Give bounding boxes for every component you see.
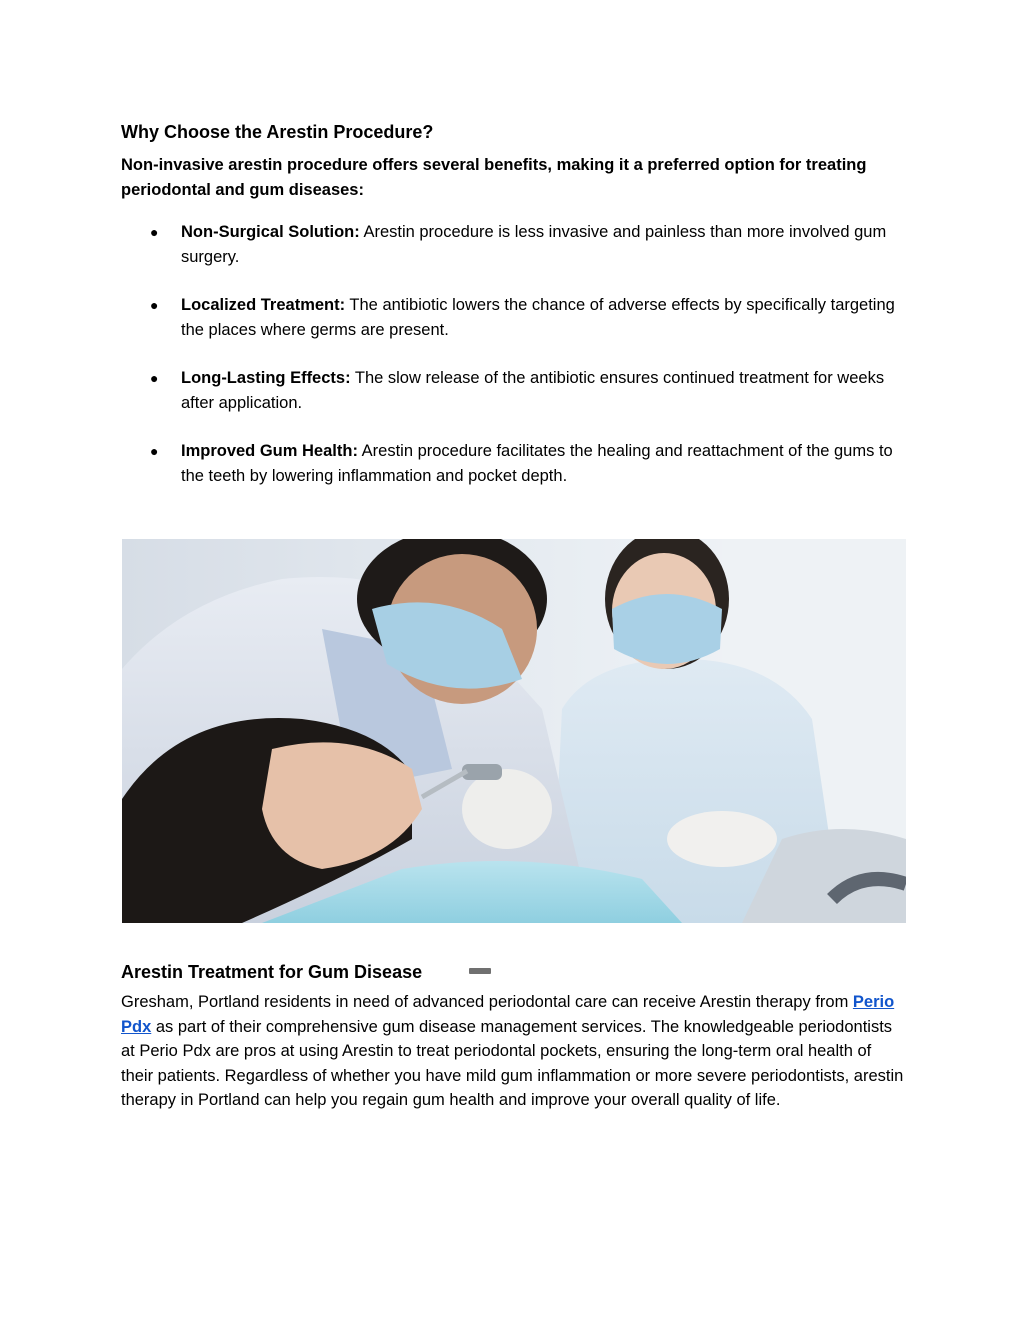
bullet-title: Localized Treatment: (181, 296, 346, 314)
paragraph-text-end: as part of their comprehensive gum disease management services. The knowledgeable periodontists at Perio Pdx are pros at using Arestin to treat periodontal pockets, ensuring the long-term oral health of their patients. Regardless of whether you have mild gum inflammation or more severe periodontists, arestin therapy in Portland can help you regain gum health and improve your overall quality of life. (121, 1017, 904, 1109)
bullet-title: Long-Lasting Effects: (181, 369, 351, 387)
list-item (0, 293, 1024, 342)
bullet-text: Arestin procedure is less invasive and painless than more involved gum surgery. (181, 223, 887, 266)
bullet-icon: ● (150, 224, 159, 240)
bullet-text: The slow release of the antibiotic ensures continued treatment for weeks after application. (181, 369, 885, 412)
section-heading-arestin-treatment: Arestin Treatment for Gum Disease (121, 962, 423, 982)
list-item (0, 220, 1024, 269)
bullet-title: Non-Surgical Solution: (181, 223, 360, 241)
list-item (0, 439, 1024, 488)
bullet-title: Improved Gum Health: (181, 442, 358, 460)
bullet-icon: ● (150, 443, 159, 459)
list-item (0, 366, 1024, 415)
minus-icon (469, 968, 491, 974)
paragraph-text-start: Gresham, Portland residents in need of advanced periodontal care can receive Arestin therapy from (121, 993, 853, 1011)
dental-treatment-photo (122, 539, 906, 923)
section-heading-why-choose: Why Choose the Arestin Procedure? (121, 122, 434, 142)
perio-pdx-link[interactable]: Perio Pdx (121, 993, 895, 1036)
intro-paragraph: Non-invasive arestin procedure offers several benefits, making it a preferred option for treating periodontal and gum diseases: (121, 156, 867, 199)
bullet-text: The antibiotic lowers the chance of adverse effects by specifically targeting the places where germs are present. (181, 296, 895, 339)
benefits-list (0, 220, 1024, 512)
treatment-paragraph (121, 990, 907, 1113)
bullet-icon: ● (150, 370, 159, 386)
bullet-icon: ● (150, 297, 159, 313)
bullet-text: Arestin procedure facilitates the healing and reattachment of the gums to the teeth by lowering inflammation and pocket depth. (181, 442, 893, 485)
